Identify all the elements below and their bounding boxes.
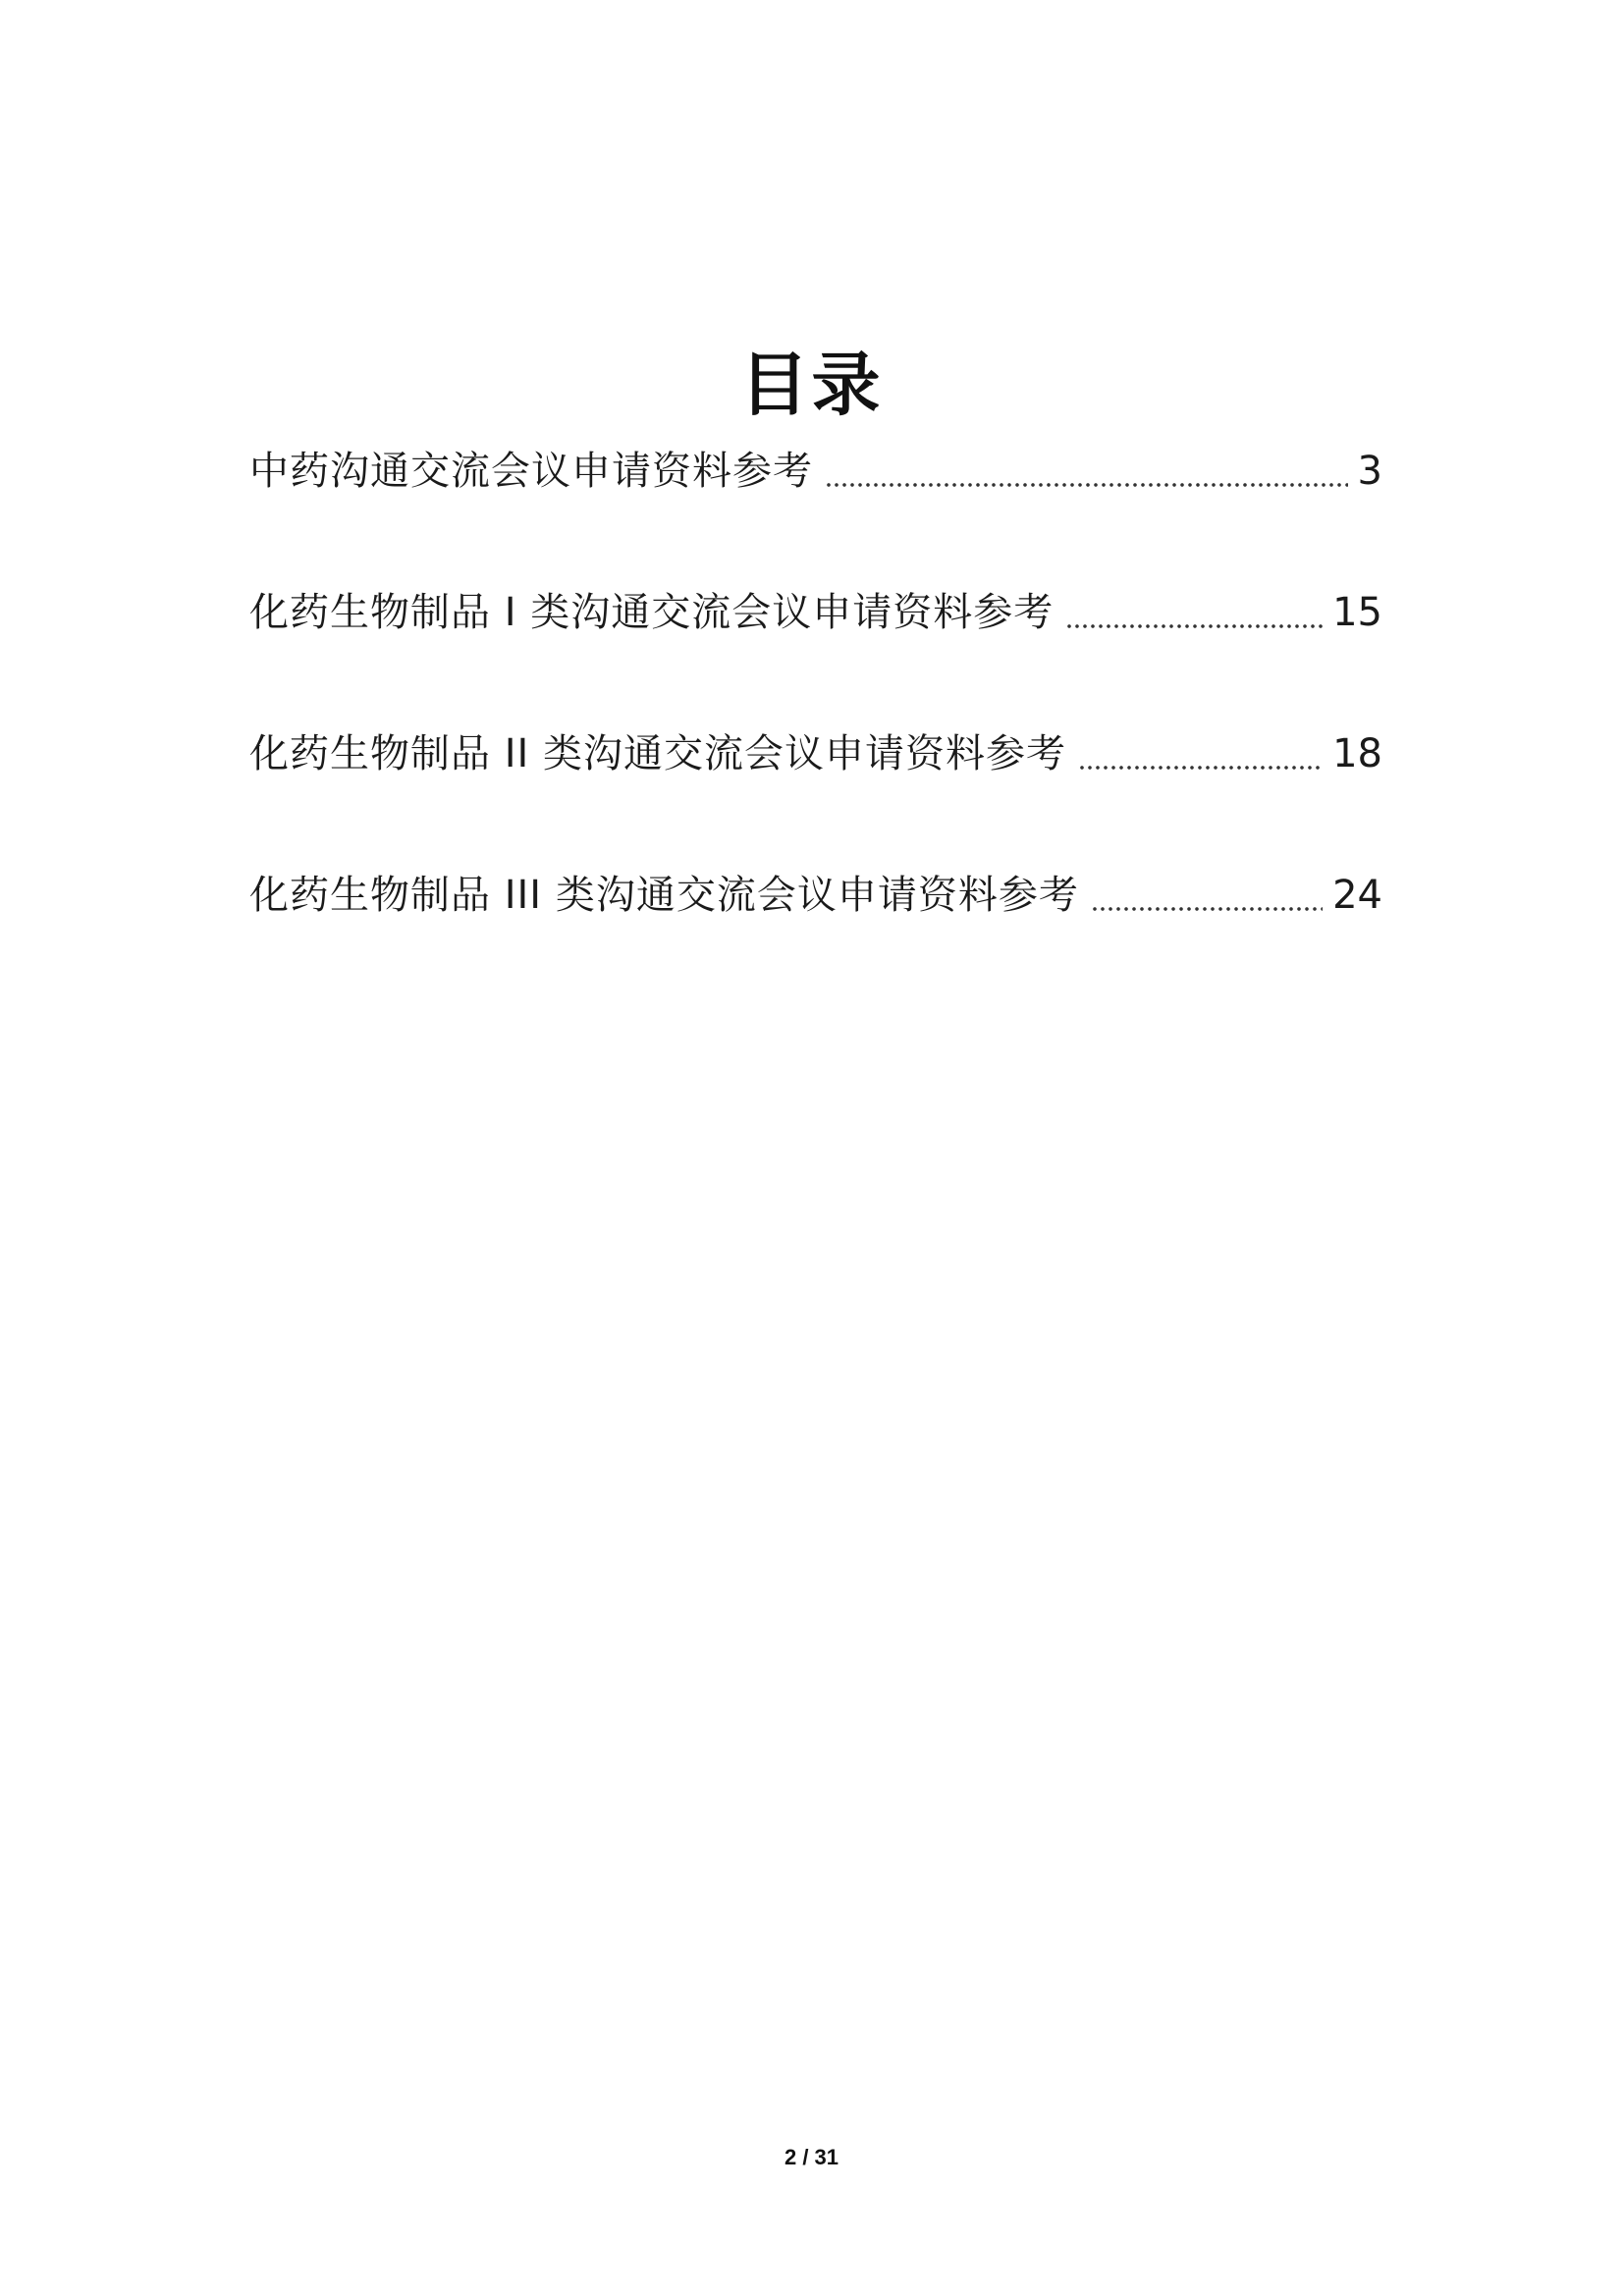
toc-entry[interactable] (249, 583, 1382, 642)
toc-entry-text: 化药生物制品 I 类沟通交流会议申请资料参考 (249, 590, 1055, 635)
dot-leader (1065, 614, 1323, 628)
toc-entry[interactable] (249, 724, 1382, 783)
page-number-footer: 2 / 31 (784, 2145, 839, 2169)
page-title: 目录 (739, 343, 884, 425)
toc-entry-text: 化药生物制品 III 类沟通交流会议申请资料参考 (249, 873, 1079, 918)
dot-leader (1091, 897, 1323, 911)
toc-entry-page: 18 (1332, 731, 1382, 776)
toc-entry-page: 15 (1332, 590, 1382, 635)
dot-leader (1078, 756, 1323, 770)
dot-leader (825, 473, 1348, 487)
toc-entry[interactable] (249, 866, 1382, 925)
toc-entry-text: 中药沟通交流会议申请资料参考 (249, 449, 813, 494)
toc-entry-text: 化药生物制品 II 类沟通交流会议申请资料参考 (249, 731, 1067, 776)
table-of-contents (249, 442, 1382, 1007)
toc-entry[interactable] (249, 442, 1382, 501)
toc-entry-page: 24 (1332, 873, 1382, 918)
toc-entry-page: 3 (1357, 449, 1382, 494)
